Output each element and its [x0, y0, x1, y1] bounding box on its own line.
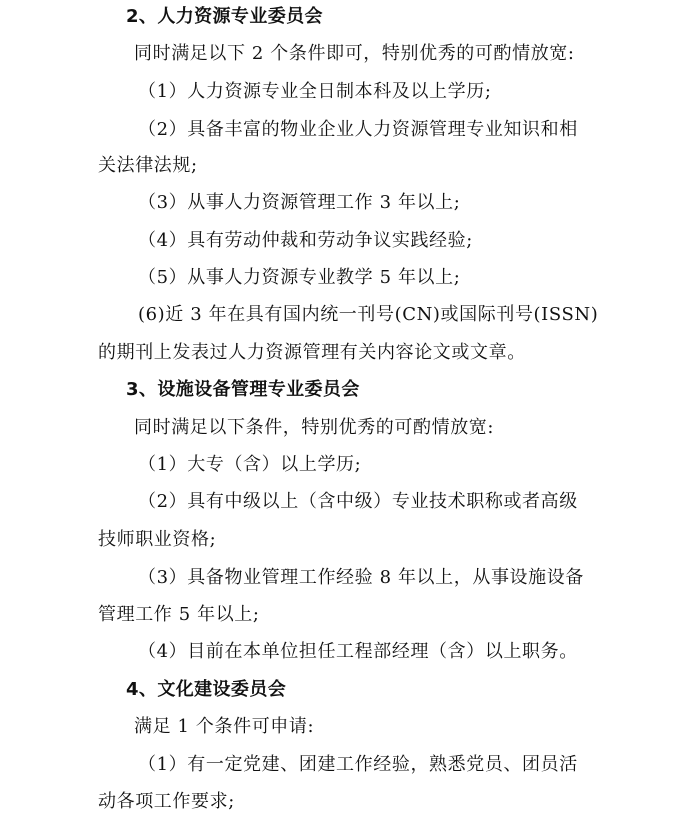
section-2-item-5: （5）从事人力资源专业教学 5 年以上; — [138, 267, 461, 288]
section-4-item-1: （1）有一定党建、团建工作经验，熟悉党员、团员活 — [138, 754, 578, 775]
section-3-item-4: （4）目前在本单位担任工程部经理（含）以上职务。 — [138, 641, 578, 662]
section-2-item-6: (6)近 3 年在具有国内统一刊号(CN)或国际刊号(ISSN) — [138, 304, 599, 325]
section-3-item-3-cont: 管理工作 5 年以上; — [98, 604, 260, 625]
section-2-item-2: （2）具备丰富的物业企业人力资源管理专业知识和相 — [138, 119, 578, 140]
section-4-item-1-cont: 动各项工作要求; — [98, 791, 235, 812]
section-4-intro: 满足 1 个条件可申请: — [134, 716, 315, 737]
section-3-item-2: （2）具有中级以上（含中级）专业技术职称或者高级 — [138, 491, 578, 512]
section-2-item-4: （4）具有劳动仲裁和劳动争议实践经验; — [138, 230, 473, 251]
section-2-item-2-cont: 关法律法规; — [98, 155, 198, 176]
section-4-heading: 4、文化建设委员会 — [126, 679, 287, 700]
section-3-item-2-cont: 技师职业资格; — [98, 529, 217, 550]
section-2-intro: 同时满足以下 2 个条件即可，特别优秀的可酌情放宽: — [134, 43, 575, 64]
section-3-intro: 同时满足以下条件，特别优秀的可酌情放宽: — [134, 417, 495, 438]
section-3-heading: 3、设施设备管理专业委员会 — [126, 379, 360, 400]
section-3-item-3: （3）具备物业管理工作经验 8 年以上，从事设施设备 — [138, 567, 584, 588]
section-2-item-1: （1）人力资源专业全日制本科及以上学历; — [138, 81, 492, 102]
section-2-item-3: （3）从事人力资源管理工作 3 年以上; — [138, 192, 461, 213]
section-2-heading: 2、人力资源专业委员会 — [126, 6, 323, 27]
section-2-item-6-cont: 的期刊上发表过人力资源管理有关内容论文或文章。 — [98, 342, 526, 363]
section-3-item-1: （1）大专（含）以上学历; — [138, 454, 362, 475]
